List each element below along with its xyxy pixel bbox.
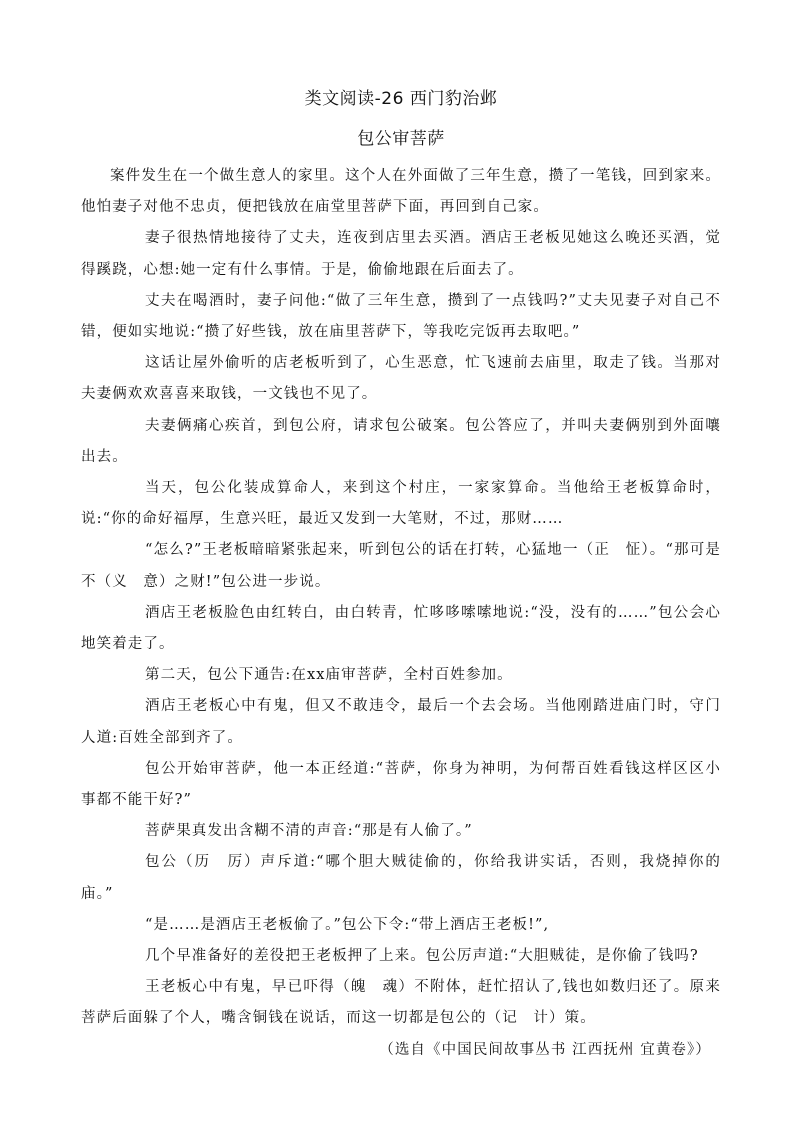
paragraph-11: 包公开始审菩萨，他一本正经道:“菩萨，你身为神明，为何帮百姓看钱这样区区小事都不能干好?” xyxy=(81,760,721,809)
story-body xyxy=(81,161,721,1066)
paragraph-16: 王老板心中有鬼，早已吓得（魄 魂）不附体，赶忙招认了,钱也如数归还了。原来菩萨后面躲了个人，嘴含铜钱在说话，而这一切都是包公的（记 计）策。 xyxy=(81,979,721,1027)
source-citation: （选自《中国民间故事丛书 江西抚州 宜黄卷》） xyxy=(379,1041,711,1058)
paragraph-13: 包公（历 厉）声斥道:“哪个胆大贼徒偷的，你给我讲实话，否则，我烧掉你的庙。” xyxy=(81,854,721,902)
paragraph-2: 妻子很热情地接待了丈夫，连夜到店里去买酒。酒店王老板见她这么晚还买酒，觉得蹊跷，心想:她一定有什么事情。于是，偷偷地跟在后面去了。 xyxy=(81,230,721,278)
paragraph-4: 这话让屋外偷听的店老板听到了，心生恶意，忙飞速前去庙里，取走了钱。当那对夫妻俩欢欢喜喜来取钱，一文钱也不见了。 xyxy=(81,355,721,403)
paragraph-8: 酒店王老板脸色由红转白，由白转青，忙哆哆嗦嗦地说:“没，没有的……”包公会心地笑着走了。 xyxy=(81,604,721,653)
document-page xyxy=(81,84,721,1066)
paragraph-6: 当天，包公化装成算命人，来到这个村庄，一家家算命。当他给王老板算命时，说:“你的命好福厚，生意兴旺，最近又发到一大笔财，不过，那财…… xyxy=(81,480,721,528)
paragraph-10: 酒店王老板心中有鬼，但又不敢违令，最后一个去会场。当他刚踏进庙门时，守门人道:百姓全部到齐了。 xyxy=(81,698,721,746)
paragraph-12: 菩萨果真发出含糊不清的声音:“那是有人偷了。” xyxy=(145,823,473,840)
paragraph-1: 案件发生在一个做生意人的家里。这个人在外面做了三年生意，攒了一笔钱，回到家来。他怕妻子对他不忠贞，便把钱放在庙堂里菩萨下面，再回到自己家。 xyxy=(81,168,721,216)
paragraph-5: 夫妻俩痛心疾首，到包公府，请求包公破案。包公答应了，并叫夫妻俩别到外面嚷出去。 xyxy=(81,417,721,465)
paragraph-3: 丈夫在喝酒时，妻子问他:“做了三年生意，攒到了一点钱吗?”丈夫见妻子对自己不错，便如实地说:“攒了好些钱，放在庙里菩萨下，等我吃完饭再去取吧。” xyxy=(81,292,721,341)
document-heading: 类文阅读-26 西门豹治邺 xyxy=(304,89,498,109)
paragraph-14: “是……是酒店王老板偷了。”包公下令:“带上酒店王老板!”, xyxy=(145,916,550,933)
paragraph-7: “怎么?”王老板暗暗紧张起来，听到包公的话在打转，心猛地一（正 怔）。“那可是不（义 意）之财!”包公进一步说。 xyxy=(81,542,721,590)
paragraph-15: 几个早准备好的差役把王老板押了上来。包公厉声道:“大胆贼徒，是你偷了钱吗? xyxy=(145,948,699,965)
paragraph-9: 第二天，包公下通告:在xx庙审菩萨，全村百姓参加。 xyxy=(145,667,513,684)
story-title: 包公审菩萨 xyxy=(357,129,445,149)
